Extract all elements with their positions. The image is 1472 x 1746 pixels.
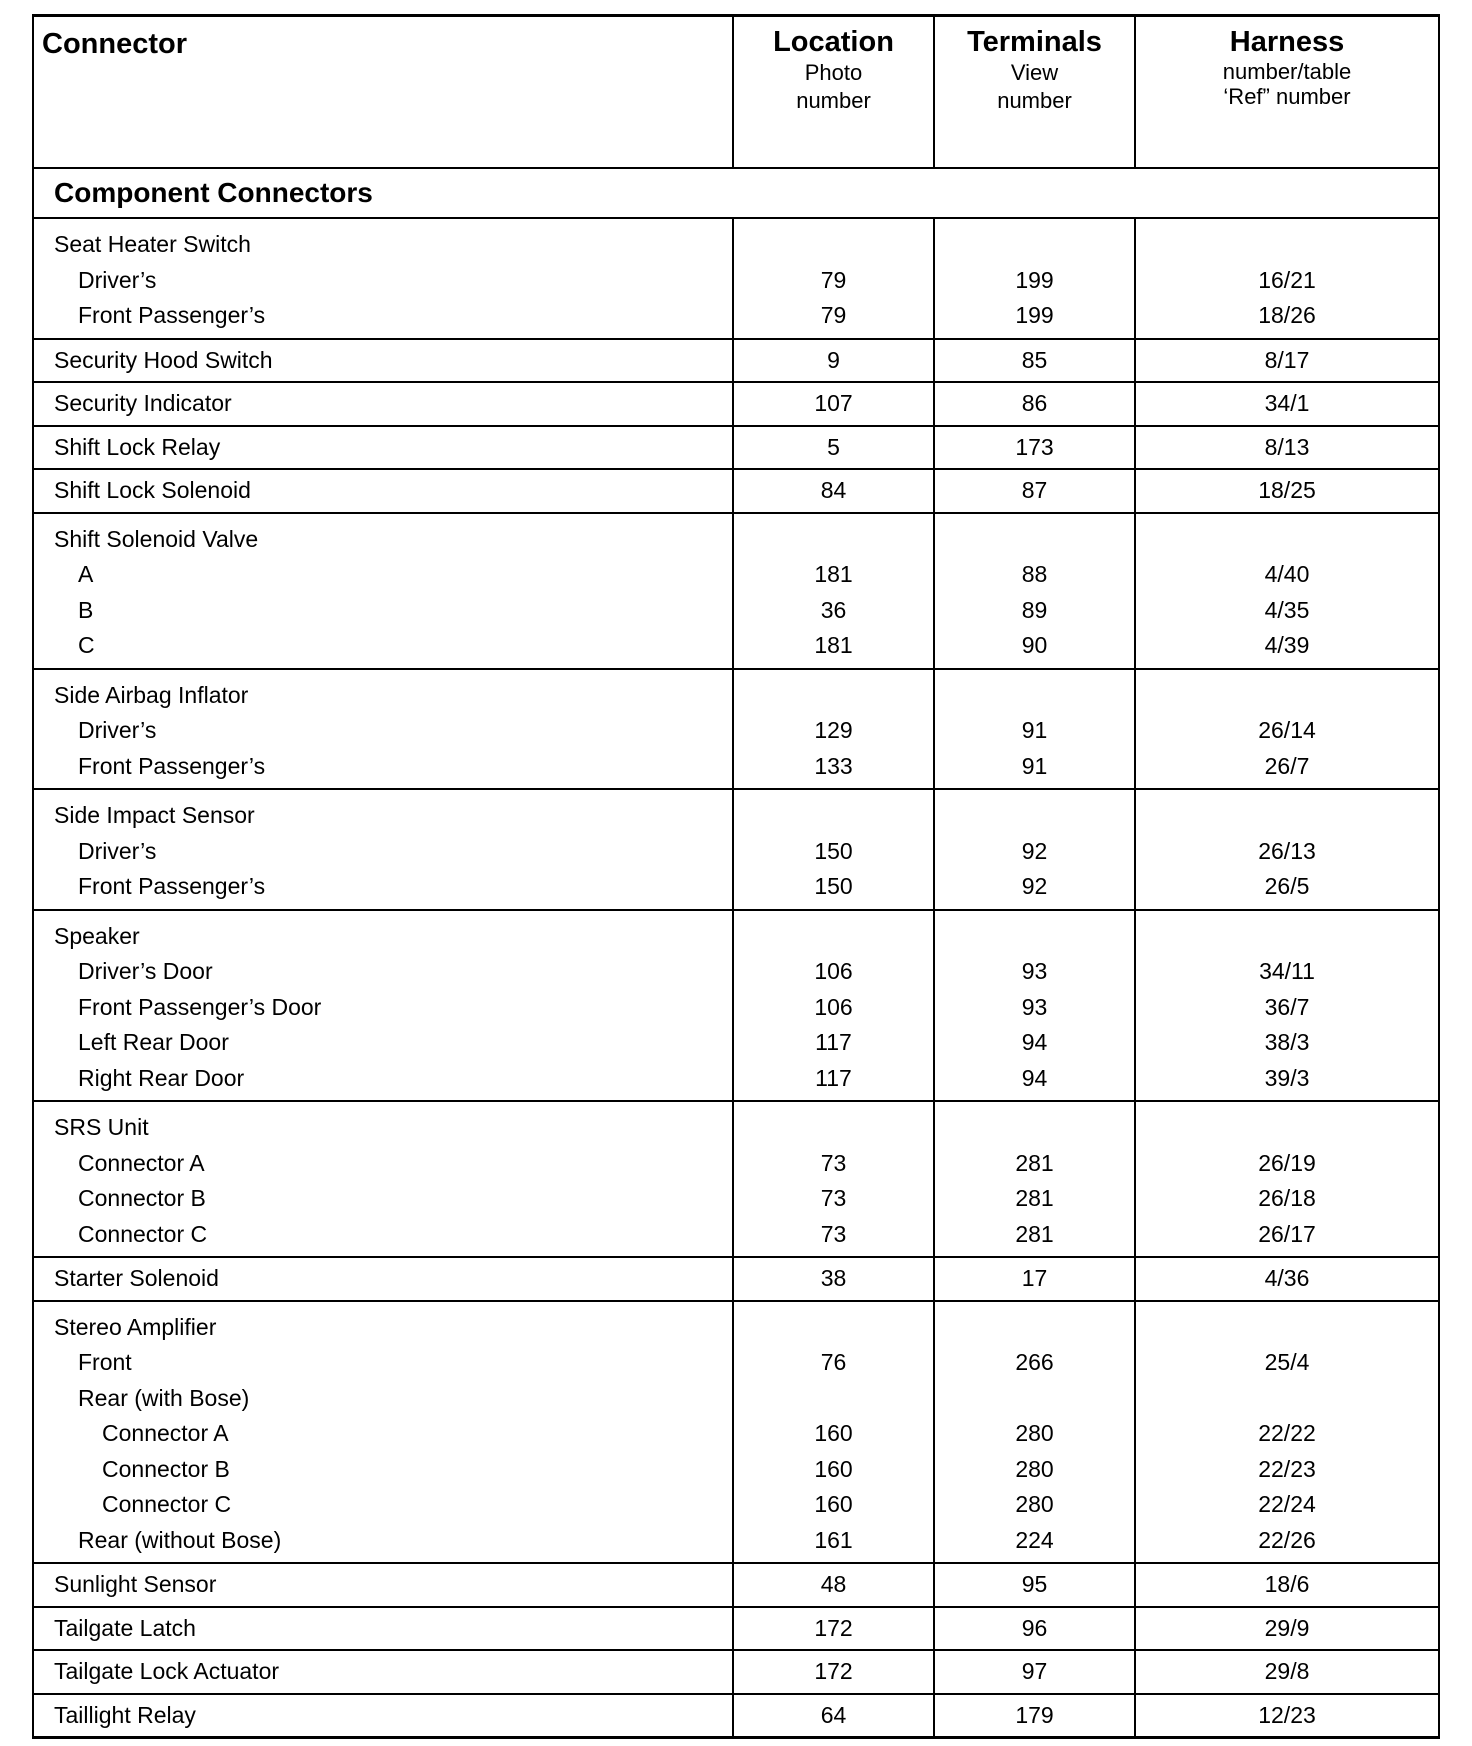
connector-name: Tailgate Latch (54, 1614, 196, 1641)
table-row (33, 513, 1439, 669)
photo-number-cell (733, 1301, 934, 1564)
view-number: 224 (1015, 1526, 1054, 1553)
view-number: 97 (1021, 1658, 1048, 1684)
table-row (33, 1101, 1439, 1257)
connector-name-cell (33, 1101, 733, 1257)
connector-name: Security Hood Switch (54, 346, 273, 373)
view-number: 281 (1015, 1185, 1054, 1211)
view-number: 94 (1021, 1064, 1048, 1091)
photo-number: 117 (815, 1029, 852, 1055)
photo-number: 129 (814, 717, 853, 743)
view-number (935, 678, 1134, 714)
harness-ref: 16/21 (1258, 266, 1316, 293)
header-terminals-title: Terminals (967, 26, 1102, 58)
harness-ref: 26/13 (1258, 837, 1316, 864)
connector-name: Seat Heater Switch (54, 231, 251, 257)
connector-name: Starter Solenoid (54, 1265, 219, 1291)
view-number (935, 227, 1134, 263)
table-row (33, 382, 1439, 426)
connector-name: Shift Lock Relay (54, 433, 221, 460)
table-row (33, 339, 1439, 383)
connector-name-cell (33, 669, 733, 790)
photo-number: 76 (820, 1349, 847, 1375)
connector-name: A (78, 561, 94, 587)
harness-ref: 22/22 (1258, 1420, 1316, 1446)
view-number: 89 (1021, 596, 1048, 623)
connector-name: Tailgate Lock Actuator (54, 1658, 280, 1684)
photo-number (734, 919, 933, 955)
photo-number: 150 (814, 837, 853, 864)
header-harness (1135, 16, 1439, 169)
connector-name: Rear (with Bose) (78, 1384, 250, 1411)
connector-name: Driver’s (78, 837, 157, 864)
connector-table-container (32, 14, 1438, 1739)
view-number-cell (934, 669, 1135, 790)
view-number-cell (934, 513, 1135, 669)
photo-number-cell (733, 513, 934, 669)
photo-number: 84 (820, 477, 847, 503)
harness-ref-cell (1135, 469, 1439, 513)
connector-name: Front Passenger’s (78, 752, 266, 779)
view-number (935, 522, 1134, 558)
connector-name-cell (33, 1650, 733, 1694)
photo-number: 79 (820, 302, 847, 328)
photo-number-cell (733, 669, 934, 790)
harness-ref: 38/3 (1264, 1029, 1310, 1055)
view-number-cell (934, 1607, 1135, 1651)
photo-number: 181 (814, 632, 853, 658)
view-number: 199 (1015, 302, 1054, 328)
photo-number-cell (733, 218, 934, 339)
photo-number (734, 1110, 933, 1146)
harness-ref: 34/1 (1264, 390, 1310, 416)
connector-name: B (78, 596, 94, 623)
harness-ref-cell (1135, 513, 1439, 669)
photo-number: 64 (820, 1701, 847, 1728)
harness-ref: 8/17 (1264, 346, 1310, 373)
connector-name-cell (33, 1301, 733, 1564)
harness-ref: 4/40 (1264, 561, 1310, 587)
header-location-title: Location (773, 26, 894, 58)
view-number-cell (934, 218, 1135, 339)
photo-number: 48 (820, 1571, 847, 1597)
photo-number: 160 (814, 1420, 853, 1446)
connector-name-cell (33, 789, 733, 910)
harness-ref-cell (1135, 426, 1439, 470)
connector-name: Sunlight Sensor (54, 1571, 217, 1597)
photo-number: 160 (814, 1491, 853, 1517)
connector-name: Taillight Relay (54, 1701, 196, 1728)
harness-ref: 4/35 (1264, 596, 1310, 623)
photo-number (734, 1310, 933, 1346)
connector-name-cell (33, 339, 733, 383)
header-terminals-sub1: View (1010, 60, 1059, 85)
view-number: 17 (1021, 1265, 1048, 1291)
harness-ref-cell (1135, 218, 1439, 339)
view-number-cell (934, 382, 1135, 426)
table-row (33, 218, 1439, 339)
connector-name-cell (33, 1257, 733, 1301)
view-number-cell (934, 1257, 1135, 1301)
photo-number: 172 (814, 1658, 853, 1684)
view-number: 90 (1021, 632, 1048, 658)
view-number-cell (934, 1694, 1135, 1738)
connector-name-cell (33, 426, 733, 470)
harness-ref: 12/23 (1258, 1701, 1316, 1728)
table-header-row (33, 16, 1439, 169)
photo-number-cell (733, 426, 934, 470)
table-row (33, 469, 1439, 513)
photo-number: 133 (814, 752, 853, 779)
harness-ref: 36/7 (1264, 993, 1310, 1020)
connector-name: Front Passenger’s (78, 873, 266, 899)
photo-number (734, 522, 933, 558)
view-number: 93 (1021, 958, 1048, 984)
table-row (33, 1563, 1439, 1607)
photo-number: 73 (820, 1149, 847, 1176)
connector-name: Front Passenger’s (78, 302, 266, 328)
connector-name: Connector B (102, 1455, 230, 1482)
view-number (935, 1381, 1134, 1417)
photo-number: 106 (814, 958, 853, 984)
photo-number-cell (733, 1563, 934, 1607)
view-number: 280 (1015, 1491, 1054, 1517)
photo-number: 107 (814, 390, 853, 416)
view-number: 94 (1021, 1029, 1048, 1055)
table-row (33, 669, 1439, 790)
harness-ref: 34/11 (1259, 958, 1315, 984)
harness-ref: 4/39 (1264, 632, 1310, 658)
connector-name: Shift Solenoid Valve (54, 525, 259, 552)
connector-name: Shift Lock Solenoid (54, 477, 251, 503)
harness-ref: 18/25 (1258, 477, 1316, 503)
harness-ref (1136, 1310, 1438, 1346)
connector-name: Driver’s (78, 717, 157, 743)
harness-ref-cell (1135, 1257, 1439, 1301)
harness-ref-cell (1135, 339, 1439, 383)
view-number-cell (934, 426, 1135, 470)
harness-ref (1136, 798, 1438, 834)
harness-ref: 26/17 (1258, 1220, 1316, 1247)
harness-ref: 22/23 (1258, 1455, 1316, 1482)
photo-number-cell (733, 1607, 934, 1651)
header-harness-sub1: number/table (1222, 59, 1352, 84)
harness-ref: 8/13 (1264, 433, 1310, 460)
harness-ref-cell (1135, 1101, 1439, 1257)
section-title: Component Connectors (33, 168, 1439, 218)
connector-name: Connector A (102, 1420, 229, 1446)
view-number: 91 (1021, 717, 1048, 743)
photo-number (734, 1381, 933, 1417)
connector-name: Connector B (78, 1185, 206, 1211)
harness-ref: 26/5 (1264, 873, 1310, 899)
connector-name: Connector C (78, 1220, 208, 1247)
harness-ref-cell (1135, 1563, 1439, 1607)
connector-name: Connector A (78, 1149, 205, 1176)
connector-name: Front Passenger’s Door (78, 993, 322, 1020)
harness-ref-cell (1135, 1694, 1439, 1738)
harness-ref: 18/6 (1264, 1571, 1310, 1597)
view-number: 281 (1015, 1220, 1054, 1247)
view-number-cell (934, 1650, 1135, 1694)
photo-number-cell (733, 1257, 934, 1301)
connector-name: Side Airbag Inflator (54, 681, 249, 708)
header-terminals (934, 16, 1135, 169)
view-number-cell (934, 339, 1135, 383)
connector-name: Front (78, 1349, 132, 1375)
connector-name-cell (33, 1607, 733, 1651)
connector-name: Driver’s (78, 266, 157, 293)
harness-ref: 22/24 (1258, 1491, 1316, 1517)
harness-ref (1136, 919, 1438, 955)
photo-number-cell (733, 469, 934, 513)
view-number: 280 (1015, 1455, 1054, 1482)
header-harness-sub2: ‘Ref” number (1223, 84, 1351, 109)
photo-number: 73 (820, 1185, 847, 1211)
connector-name: Driver’s Door (78, 958, 213, 984)
view-number: 96 (1021, 1614, 1048, 1641)
photo-number: 38 (820, 1265, 847, 1291)
harness-ref-cell (1135, 669, 1439, 790)
header-connector (33, 16, 733, 169)
photo-number-cell (733, 1694, 934, 1738)
connector-name: C (78, 632, 95, 658)
view-number: 92 (1021, 837, 1048, 864)
view-number: 88 (1021, 561, 1048, 587)
header-connector-title: Connector (42, 28, 187, 60)
view-number: 281 (1015, 1149, 1054, 1176)
view-number (935, 1110, 1134, 1146)
header-harness-title: Harness (1229, 26, 1345, 58)
photo-number-cell (733, 382, 934, 426)
harness-ref (1136, 522, 1438, 558)
connector-name: Connector C (102, 1491, 232, 1517)
photo-number: 150 (814, 873, 853, 899)
connector-name: Right Rear Door (78, 1064, 245, 1091)
view-number-cell (934, 789, 1135, 910)
view-number (935, 798, 1134, 834)
connector-name: Left Rear Door (78, 1029, 229, 1055)
table-body (33, 168, 1439, 1738)
photo-number: 181 (814, 561, 853, 587)
photo-number-cell (733, 1101, 934, 1257)
connector-name-cell (33, 513, 733, 669)
view-number: 199 (1015, 266, 1054, 293)
photo-number: 79 (820, 266, 847, 293)
harness-ref-cell (1135, 1650, 1439, 1694)
table-row (33, 1301, 1439, 1564)
table-row (33, 1650, 1439, 1694)
view-number-cell (934, 1301, 1135, 1564)
table-row (33, 1694, 1439, 1738)
connector-name-cell (33, 218, 733, 339)
connector-name-cell (33, 1694, 733, 1738)
table-row (33, 426, 1439, 470)
connector-name-cell (33, 910, 733, 1102)
harness-ref: 18/26 (1258, 302, 1316, 328)
view-number: 280 (1015, 1420, 1054, 1446)
header-location (733, 16, 934, 169)
connector-name: Rear (without Bose) (78, 1526, 282, 1553)
view-number: 92 (1021, 873, 1048, 899)
photo-number: 161 (814, 1526, 853, 1553)
connector-name-cell (33, 1563, 733, 1607)
photo-number: 9 (827, 346, 840, 373)
connector-name: Side Impact Sensor (54, 802, 255, 828)
harness-ref: 26/18 (1258, 1185, 1316, 1211)
harness-ref: 4/36 (1264, 1265, 1310, 1291)
harness-ref-cell (1135, 1301, 1439, 1564)
table-row (33, 910, 1439, 1102)
harness-ref: 25/4 (1264, 1349, 1310, 1375)
view-number: 85 (1021, 346, 1048, 373)
view-number-cell (934, 1563, 1135, 1607)
photo-number-cell (733, 1650, 934, 1694)
harness-ref (1136, 678, 1438, 714)
table-row (33, 1607, 1439, 1651)
section-row (33, 168, 1439, 218)
harness-ref-cell (1135, 910, 1439, 1102)
table-row (33, 1257, 1439, 1301)
harness-ref: 39/3 (1264, 1064, 1310, 1091)
harness-ref: 22/26 (1258, 1526, 1316, 1553)
photo-number: 106 (814, 993, 853, 1020)
photo-number: 5 (827, 433, 840, 460)
header-location-sub1: Photo (804, 60, 863, 85)
photo-number (734, 678, 933, 714)
harness-ref-cell (1135, 382, 1439, 426)
table-row (33, 789, 1439, 910)
header-terminals-sub2: number (997, 88, 1072, 113)
photo-number-cell (733, 910, 934, 1102)
harness-ref (1136, 227, 1438, 263)
photo-number: 117 (815, 1064, 852, 1091)
connector-name: Stereo Amplifier (54, 1313, 217, 1340)
view-number: 86 (1021, 390, 1048, 416)
view-number-cell (934, 469, 1135, 513)
harness-ref: 29/8 (1264, 1658, 1310, 1684)
harness-ref: 26/14 (1258, 717, 1316, 743)
view-number (935, 1310, 1134, 1346)
connector-name: Security Indicator (54, 390, 232, 416)
view-number: 87 (1021, 477, 1048, 503)
harness-ref: 26/7 (1264, 752, 1310, 779)
photo-number: 172 (814, 1614, 853, 1641)
view-number: 266 (1015, 1349, 1054, 1375)
connector-name: SRS Unit (54, 1114, 149, 1140)
photo-number (734, 227, 933, 263)
view-number-cell (934, 1101, 1135, 1257)
harness-ref: 26/19 (1258, 1149, 1316, 1176)
connector-name-cell (33, 469, 733, 513)
view-number: 93 (1021, 993, 1048, 1020)
harness-ref (1136, 1110, 1438, 1146)
view-number-cell (934, 910, 1135, 1102)
connector-name-cell (33, 382, 733, 426)
photo-number: 36 (820, 596, 847, 623)
view-number: 95 (1021, 1571, 1048, 1597)
photo-number: 73 (820, 1220, 847, 1247)
connector-table (32, 14, 1440, 1739)
photo-number-cell (733, 339, 934, 383)
photo-number: 160 (814, 1455, 853, 1482)
harness-ref (1136, 1381, 1438, 1417)
photo-number (734, 798, 933, 834)
harness-ref-cell (1135, 1607, 1439, 1651)
view-number (935, 919, 1134, 955)
view-number: 91 (1021, 752, 1048, 779)
view-number: 179 (1015, 1701, 1054, 1728)
harness-ref-cell (1135, 789, 1439, 910)
harness-ref: 29/9 (1264, 1614, 1310, 1641)
view-number: 173 (1015, 433, 1054, 460)
header-location-sub2: number (796, 88, 871, 113)
photo-number-cell (733, 789, 934, 910)
connector-name: Speaker (54, 922, 140, 949)
